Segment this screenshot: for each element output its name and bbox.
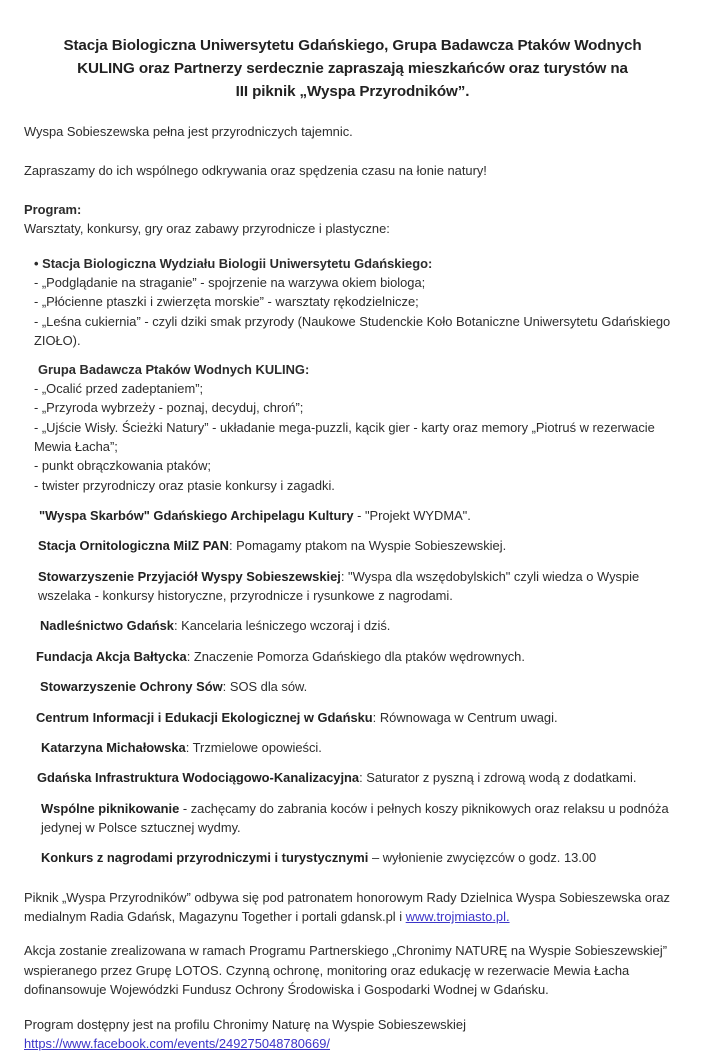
spacer (24, 1000, 681, 1015)
organisation-name: "Wyspa Skarbów" Gdańskiego Archipelagu Kultury (39, 508, 354, 524)
organisation-name: Nadleśnictwo Gdańsk (40, 618, 174, 634)
organisation-name: Fundacja Akcja Bałtycka (36, 648, 187, 664)
organisation-name: Centrum Informacji i Edukacji Ekologicznej w Gdańsku (36, 709, 373, 725)
organisation-entry (40, 605, 681, 635)
organisation-desc: "Wyspa dla wszędobylskich" czyli wiedza o Wyspie wszelaka - konkursy historyczne, przyrodnicze i rysunkowe z nagrodami. (38, 568, 640, 604)
organisation-desc: Równowaga w Centrum uwagi. (379, 709, 558, 725)
organisation-name: Wspólne piknikowanie (41, 800, 180, 816)
organisation-entry (41, 837, 681, 867)
program-block-kuling (34, 360, 681, 496)
organisation-separator: : (340, 568, 348, 584)
organisation-desc: Kancelaria leśniczego wczoraj i dziś. (181, 618, 391, 634)
organisation-name: Stowarzyszenie Przyjaciół Wyspy Sobieszewskiej (38, 568, 341, 584)
organisation-separator: : (372, 709, 380, 725)
organisation-entry (38, 556, 681, 606)
block-heading (34, 254, 681, 273)
organisation-entry (41, 727, 681, 757)
organisation-separator: : (222, 679, 230, 695)
organisation-desc: Saturator z pyszną i zdrową wodą z dodatkami. (366, 770, 637, 786)
footer-text: Program dostępny jest na profilu Chronimy Naturę na Wyspie Sobieszewskiej (24, 1016, 466, 1032)
program-subtitle: Warsztaty, konkursy, gry oraz zabawy przyrodnicze i plastyczne: (24, 221, 390, 237)
block-heading-suffix: : (427, 255, 433, 271)
organisation-desc: Pomagamy ptakom na Wyspie Sobieszewskiej. (236, 538, 507, 554)
list-item: - „Przyroda wybrzeży - poznaj, decyduj, chroń”; (34, 400, 304, 416)
organisation-entry (38, 525, 681, 555)
organisation-entry (36, 636, 681, 666)
organisation-separator: : (185, 739, 193, 755)
spacer (24, 239, 681, 254)
organisation-name: Katarzyna Michałowska (41, 739, 186, 755)
block-heading-suffix: : (304, 361, 310, 377)
organisation-separator: : (359, 770, 367, 786)
organisation-entry (40, 666, 681, 696)
organisation-name: Konkurs z nagrodami przyrodniczymi i turystycznymi (41, 850, 369, 866)
list-item: - „Podglądanie na straganie” - spojrzenie na warzywa okiem biologa; (34, 275, 426, 291)
list-item: - „Ocalić przed zadeptaniem”; (34, 380, 204, 396)
intro-paragraph-2: Zapraszamy do ich wspólnego odkrywania oraz spędzenia czasu na łonie natury! (24, 162, 487, 178)
organisation-separator: – (368, 850, 383, 866)
organisation-entry (41, 788, 681, 838)
footer-link-line (24, 1034, 681, 1053)
organisation-separator: : (229, 538, 237, 554)
organisation-desc: "Projekt WYDMA". (364, 508, 471, 524)
organisation-entry (36, 697, 681, 727)
organisation-list (24, 495, 681, 868)
organisation-desc: Znaczenie Pomorza Gdańskiego dla ptaków wędrownych. (193, 648, 525, 664)
organisation-separator: : (186, 648, 194, 664)
spacer (24, 868, 681, 888)
page-title-line-2: KULING oraz Partnerzy serdecznie zapraszają mieszkańców oraz turystów na (77, 60, 628, 78)
organisation-desc: Trzmielowe opowieści. (192, 739, 322, 755)
organisation-separator: - (179, 800, 191, 816)
facebook-event-link[interactable]: https://www.facebook.com/events/249275048780669/ (24, 1035, 331, 1051)
organisation-entry (39, 495, 681, 525)
page-title-line-3: III piknik „Wyspa Przyrodników”. (235, 83, 470, 101)
patronage-paragraph (24, 888, 681, 927)
organisation-name: Gdańska Infrastruktura Wodociągowo-Kanalizacyjna (37, 770, 360, 786)
program-block-stacja-biologiczna (34, 254, 681, 351)
trojmiasto-link[interactable]: www.trojmiasto.pl. (405, 909, 510, 925)
list-item: - „Płócienne ptaszki i zwierzęta morskie” - warsztaty rękodzielnicze; (34, 294, 419, 310)
organisation-separator: : (173, 618, 182, 634)
list-item: - twister przyrodniczy oraz ptasie konkursy i zagadki. (34, 477, 335, 493)
block-heading-text: Grupa Badawcza Ptaków Wodnych KULING (38, 361, 305, 377)
page-title (24, 0, 681, 103)
organisation-desc: zachęcamy do zabrania koców i pełnych koszy piknikowych oraz relaksu u podnóża jedynej w Polsce sztucznej wydmy. (41, 800, 669, 835)
block-heading (38, 360, 681, 379)
list-item: - „Ujście Wisły. Ścieżki Natury” - układanie mega-puzzli, kącik gier - karty oraz memory „Piotruś w rezerwacie Mewia Łacha”; (34, 419, 655, 454)
organisation-desc: SOS dla sów. (229, 679, 308, 695)
organisation-desc: wyłonienie zwycięzców o godz. 13.00 (382, 850, 597, 866)
list-item: - punkt obrączkowania ptaków; (34, 458, 211, 474)
intro-paragraph-1: Wyspa Sobieszewska pełna jest przyrodniczych tajemnic. (24, 124, 353, 140)
patronage-text: Piknik „Wyspa Przyrodników” odbywa się pod patronatem honorowym Rady Dzielnica Wyspa Sobieszewska oraz medialnym Radia Gdańsk, Magazynu Together i portali gdansk.pl i (24, 889, 671, 925)
block-heading-text: Stacja Biologiczna Wydziału Biologii Uniwersytetu Gdańskiego (42, 255, 428, 271)
list-item: - „Leśna cukiernia” - czyli dziki smak przyrody (Naukowe Studenckie Koło Botaniczne Uniwersytetu Gdańskiego ZIOŁO). (34, 313, 671, 349)
spacer (24, 926, 681, 941)
page-title-line-1: Stacja Biologiczna Uniwersytetu Gdańskiego, Grupa Badawcza Ptaków Wodnych (63, 37, 642, 54)
funding-paragraph: Akcja zostanie zrealizowana w ramach Programu Partnerskiego „Chronimy NATURĘ na Wyspie Sobieszewskiej” wspieranego przez Grupę LOTOS. Czynną ochronę, monitoring oraz edukację w rezerwacie Mewia Łacha dofinansowuje Wojewódzki Fundusz Ochrony Środowiska i Gospodarki Wodnej w Gdańsku. (24, 943, 667, 998)
bullet-icon: • (34, 255, 39, 271)
organisation-separator: - (353, 508, 365, 524)
organisation-entry (37, 757, 681, 787)
organisation-name: Stacja Ornitologiczna MiIZ PAN (38, 538, 229, 554)
program-heading: Program: (24, 202, 82, 217)
spacer (24, 351, 681, 360)
organisation-name: Stowarzyszenie Ochrony Sów (40, 679, 223, 695)
